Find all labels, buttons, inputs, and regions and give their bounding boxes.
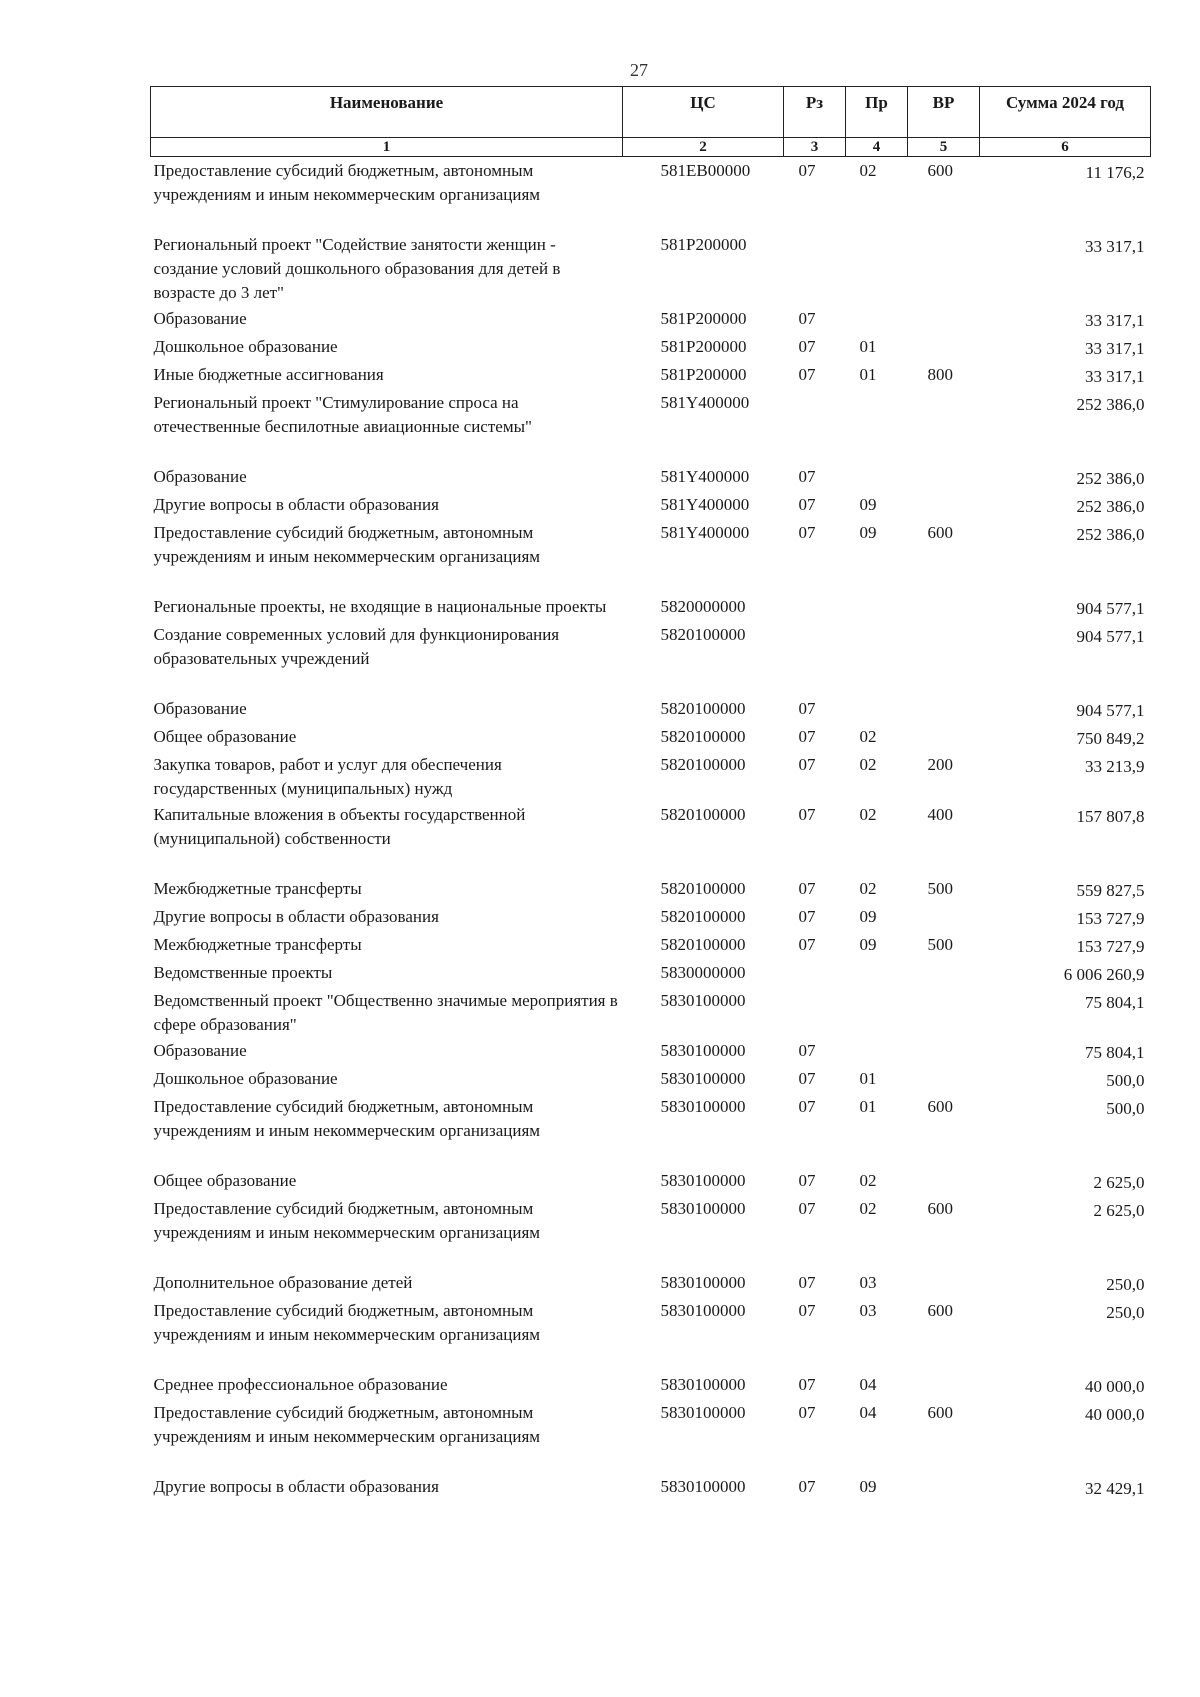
cell-vr — [908, 491, 980, 519]
cell-rz: 07 — [798, 1097, 816, 1116]
cell-sum: 2 625,0 — [1093, 1201, 1145, 1220]
cell-cs: 5830100000 — [660, 1301, 746, 1320]
cell-pr — [846, 593, 908, 621]
cell-vr — [908, 903, 980, 931]
table-row — [151, 931, 1151, 959]
cell-pr — [846, 695, 908, 723]
cell-sum: 500,0 — [1106, 1099, 1145, 1118]
table-row — [151, 875, 1151, 903]
cell-rz: 07 — [798, 523, 816, 542]
table-row — [151, 959, 1151, 987]
table-row — [151, 1093, 1151, 1167]
cell-pr: 01 — [859, 1069, 877, 1088]
cell-vr: 600 — [927, 523, 953, 542]
cell-pr — [846, 987, 908, 1037]
cell-pr: 02 — [859, 727, 877, 746]
table-row — [151, 1065, 1151, 1093]
cell-cs: 5830100000 — [660, 1097, 746, 1116]
cell-vr: 500 — [927, 879, 953, 898]
cell-name: Другие вопросы в области образования — [153, 495, 439, 514]
cell-vr — [908, 959, 980, 987]
header-rz: Рз — [784, 87, 846, 138]
cell-vr — [908, 1473, 980, 1501]
cell-sum: 904 577,1 — [1076, 701, 1145, 720]
cell-pr: 02 — [859, 755, 877, 774]
cell-cs: 581P200000 — [660, 365, 747, 384]
cell-rz: 07 — [798, 935, 816, 954]
cell-name: Дошкольное образование — [153, 1069, 338, 1088]
cell-cs: 5830100000 — [660, 1199, 746, 1218]
column-number: 1 — [151, 138, 623, 157]
table-row — [151, 1269, 1151, 1297]
cell-vr: 600 — [927, 1403, 953, 1422]
cell-pr: 02 — [859, 1199, 877, 1218]
cell-pr: 04 — [859, 1403, 877, 1422]
cell-cs: 581Y400000 — [660, 523, 750, 542]
cell-rz: 07 — [798, 727, 816, 746]
cell-vr — [908, 1037, 980, 1065]
cell-rz: 07 — [798, 755, 816, 774]
cell-cs: 5820100000 — [660, 805, 746, 824]
cell-rz: 07 — [798, 699, 816, 718]
cell-cs: 5820100000 — [660, 699, 746, 718]
table-row — [151, 621, 1151, 695]
cell-sum: 11 176,2 — [1085, 163, 1145, 182]
cell-pr — [846, 389, 908, 463]
cell-rz — [784, 389, 846, 463]
cell-sum: 33 317,1 — [1085, 367, 1145, 386]
cell-cs: 581Y400000 — [660, 393, 750, 412]
cell-sum: 40 000,0 — [1085, 1405, 1145, 1424]
cell-name: Другие вопросы в области образования — [153, 907, 439, 926]
column-number: 6 — [980, 138, 1151, 157]
cell-rz: 07 — [798, 805, 816, 824]
column-number: 2 — [623, 138, 784, 157]
cell-sum: 904 577,1 — [1076, 599, 1145, 618]
cell-sum: 40 000,0 — [1085, 1377, 1145, 1396]
table-row — [151, 751, 1151, 801]
cell-sum: 75 804,1 — [1085, 1043, 1145, 1062]
cell-rz: 07 — [798, 337, 816, 356]
cell-rz — [784, 959, 846, 987]
cell-name: Дошкольное образование — [153, 337, 338, 356]
cell-cs: 5830100000 — [660, 1477, 746, 1496]
cell-sum: 33 317,1 — [1085, 339, 1145, 358]
cell-vr — [908, 1269, 980, 1297]
cell-name: Общее образование — [153, 1171, 297, 1190]
cell-name: Ведомственные проекты — [153, 963, 333, 982]
cell-sum: 750 849,2 — [1076, 729, 1145, 748]
cell-pr: 04 — [859, 1375, 877, 1394]
table-row — [151, 1195, 1151, 1269]
cell-cs: 5830100000 — [660, 1069, 746, 1088]
table-row — [151, 491, 1151, 519]
cell-cs: 5820100000 — [660, 625, 746, 644]
cell-cs: 5830100000 — [660, 1171, 746, 1190]
column-number: 4 — [846, 138, 908, 157]
cell-pr — [846, 1037, 908, 1065]
table-row — [151, 593, 1151, 621]
cell-name: Межбюджетные трансферты — [153, 879, 362, 898]
cell-name: Региональный проект "Стимулирование спроса на отечественные беспилотные авиационные системы" — [153, 393, 532, 436]
cell-cs: 581P200000 — [660, 235, 747, 254]
cell-rz — [784, 987, 846, 1037]
column-number-row — [151, 138, 1151, 157]
cell-sum: 75 804,1 — [1085, 993, 1145, 1012]
cell-rz: 07 — [798, 309, 816, 328]
cell-rz: 07 — [798, 467, 816, 486]
cell-vr: 600 — [927, 1097, 953, 1116]
table-row — [151, 723, 1151, 751]
cell-name: Закупка товаров, работ и услуг для обеспечения государственных (муниципальных) нужд — [153, 755, 502, 798]
cell-name: Предоставление субсидий бюджетным, автономным учреждениям и иным некоммерческим организациям — [153, 1097, 541, 1140]
cell-rz: 07 — [798, 1199, 816, 1218]
table-row — [151, 1167, 1151, 1195]
cell-pr — [846, 463, 908, 491]
cell-pr: 02 — [859, 805, 877, 824]
cell-rz: 07 — [798, 495, 816, 514]
header-cs: ЦС — [623, 87, 784, 138]
cell-rz: 07 — [798, 1171, 816, 1190]
cell-pr: 09 — [859, 1477, 877, 1496]
cell-vr — [908, 1065, 980, 1093]
cell-sum: 904 577,1 — [1076, 627, 1145, 646]
cell-name: Дополнительное образование детей — [153, 1273, 413, 1292]
table-row — [151, 333, 1151, 361]
cell-sum: 252 386,0 — [1076, 469, 1145, 488]
cell-name: Образование — [153, 309, 247, 328]
cell-pr: 09 — [859, 935, 877, 954]
page-number: 27 — [630, 60, 648, 80]
table-row — [151, 231, 1151, 305]
cell-sum: 559 827,5 — [1076, 881, 1145, 900]
cell-sum: 33 317,1 — [1085, 311, 1145, 330]
cell-pr: 02 — [859, 161, 877, 180]
cell-vr — [908, 593, 980, 621]
table-row — [151, 801, 1151, 875]
cell-name: Предоставление субсидий бюджетным, автономным учреждениям и иным некоммерческим организациям — [153, 1301, 541, 1344]
cell-pr: 09 — [859, 523, 877, 542]
header-row — [151, 87, 1151, 138]
cell-sum: 252 386,0 — [1076, 497, 1145, 516]
budget-table — [150, 86, 1151, 1501]
cell-rz: 07 — [798, 1273, 816, 1292]
cell-rz: 07 — [798, 1403, 816, 1422]
cell-pr: 03 — [859, 1273, 877, 1292]
table-row — [151, 389, 1151, 463]
cell-pr: 09 — [859, 495, 877, 514]
column-number: 5 — [908, 138, 980, 157]
cell-name: Предоставление субсидий бюджетным, автономным учреждениям и иным некоммерческим организациям — [153, 523, 541, 566]
cell-sum: 250,0 — [1106, 1303, 1145, 1322]
cell-rz: 07 — [798, 365, 816, 384]
cell-name: Межбюджетные трансферты — [153, 935, 362, 954]
cell-vr: 800 — [927, 365, 953, 384]
cell-pr: 02 — [859, 1171, 877, 1190]
cell-sum: 252 386,0 — [1076, 525, 1145, 544]
table-row — [151, 305, 1151, 333]
cell-cs: 5820100000 — [660, 907, 746, 926]
header-name: Наименование — [151, 87, 623, 138]
cell-name: Создание современных условий для функционирования образовательных учреждений — [153, 625, 560, 668]
cell-name: Среднее профессиональное образование — [153, 1375, 448, 1394]
cell-cs: 5820100000 — [660, 755, 746, 774]
cell-name: Другие вопросы в области образования — [153, 1477, 439, 1496]
table-row — [151, 1037, 1151, 1065]
cell-vr — [908, 463, 980, 491]
cell-rz — [784, 231, 846, 305]
cell-vr — [908, 1371, 980, 1399]
cell-vr: 600 — [927, 1301, 953, 1320]
cell-rz: 07 — [798, 1477, 816, 1496]
table-row — [151, 519, 1151, 593]
cell-name: Образование — [153, 467, 247, 486]
table-body — [151, 157, 1151, 1502]
cell-vr: 600 — [927, 161, 953, 180]
cell-name: Общее образование — [153, 727, 297, 746]
cell-rz: 07 — [798, 161, 816, 180]
cell-rz: 07 — [798, 907, 816, 926]
cell-vr: 400 — [927, 805, 953, 824]
cell-sum: 252 386,0 — [1076, 395, 1145, 414]
cell-pr — [846, 621, 908, 695]
cell-vr — [908, 695, 980, 723]
cell-pr — [846, 305, 908, 333]
cell-sum: 2 625,0 — [1093, 1173, 1145, 1192]
cell-sum: 500,0 — [1106, 1071, 1145, 1090]
cell-rz: 07 — [798, 1041, 816, 1060]
cell-vr: 500 — [927, 935, 953, 954]
cell-pr: 01 — [859, 1097, 877, 1116]
cell-cs: 5820000000 — [660, 597, 746, 616]
cell-sum: 33 213,9 — [1085, 757, 1145, 776]
cell-cs: 5830100000 — [660, 1273, 746, 1292]
cell-pr: 09 — [859, 907, 877, 926]
cell-name: Региональные проекты, не входящие в национальные проекты — [153, 597, 607, 616]
table-row — [151, 157, 1151, 232]
cell-vr — [908, 305, 980, 333]
table-row — [151, 1473, 1151, 1501]
cell-name: Предоставление субсидий бюджетным, автономным учреждениям и иным некоммерческим организациям — [153, 1199, 541, 1242]
cell-cs: 5820100000 — [660, 879, 746, 898]
table-row — [151, 1297, 1151, 1371]
cell-rz — [784, 621, 846, 695]
cell-name: Региональный проект "Содействие занятости женщин - создание условий дошкольного образования для детей в возрасте до 3 лет" — [153, 235, 561, 302]
table-row — [151, 987, 1151, 1037]
cell-vr — [908, 231, 980, 305]
cell-pr: 03 — [859, 1301, 877, 1320]
cell-rz: 07 — [798, 1375, 816, 1394]
cell-sum: 250,0 — [1106, 1275, 1145, 1294]
cell-rz: 07 — [798, 1069, 816, 1088]
cell-vr — [908, 333, 980, 361]
cell-cs: 581Y400000 — [660, 467, 750, 486]
cell-pr — [846, 959, 908, 987]
cell-cs: 5820100000 — [660, 935, 746, 954]
cell-cs: 5830100000 — [660, 1041, 746, 1060]
cell-sum: 6 006 260,9 — [1063, 965, 1145, 984]
cell-cs: 5820100000 — [660, 727, 746, 746]
cell-vr: 200 — [927, 755, 953, 774]
table-row — [151, 1399, 1151, 1473]
cell-cs: 5830000000 — [660, 963, 746, 982]
cell-sum: 153 727,9 — [1076, 937, 1145, 956]
cell-name: Ведомственный проект "Общественно значимые мероприятия в сфере образования" — [153, 991, 618, 1034]
column-number: 3 — [784, 138, 846, 157]
cell-rz — [784, 593, 846, 621]
table-row — [151, 361, 1151, 389]
cell-vr — [908, 1167, 980, 1195]
cell-name: Образование — [153, 1041, 247, 1060]
cell-sum: 153 727,9 — [1076, 909, 1145, 928]
cell-pr: 02 — [859, 879, 877, 898]
cell-cs: 581EB00000 — [660, 161, 751, 180]
cell-vr — [908, 723, 980, 751]
cell-name: Иные бюджетные ассигнования — [153, 365, 384, 384]
cell-vr — [908, 987, 980, 1037]
cell-vr — [908, 621, 980, 695]
cell-pr: 01 — [859, 365, 877, 384]
table-row — [151, 695, 1151, 723]
cell-pr — [846, 231, 908, 305]
header-sum: Сумма 2024 год — [980, 87, 1151, 138]
cell-sum: 157 807,8 — [1076, 807, 1145, 826]
cell-name: Образование — [153, 699, 247, 718]
cell-cs: 581P200000 — [660, 337, 747, 356]
table-row — [151, 463, 1151, 491]
cell-pr: 01 — [859, 337, 877, 356]
cell-rz: 07 — [798, 1301, 816, 1320]
cell-cs: 581Y400000 — [660, 495, 750, 514]
cell-sum: 33 317,1 — [1085, 237, 1145, 256]
table-row — [151, 903, 1151, 931]
cell-vr — [908, 389, 980, 463]
header-pr: Пр — [846, 87, 908, 138]
cell-cs: 581P200000 — [660, 309, 747, 328]
cell-name: Предоставление субсидий бюджетным, автономным учреждениям и иным некоммерческим организациям — [153, 161, 541, 204]
cell-rz: 07 — [798, 879, 816, 898]
cell-cs: 5830100000 — [660, 991, 746, 1010]
header-vr: ВР — [908, 87, 980, 138]
cell-vr: 600 — [927, 1199, 953, 1218]
cell-cs: 5830100000 — [660, 1403, 746, 1422]
cell-sum: 32 429,1 — [1085, 1479, 1145, 1498]
cell-cs: 5830100000 — [660, 1375, 746, 1394]
cell-name: Капитальные вложения в объекты государственной (муниципальной) собственности — [153, 805, 526, 848]
table-row — [151, 1371, 1151, 1399]
cell-name: Предоставление субсидий бюджетным, автономным учреждениям и иным некоммерческим организациям — [153, 1403, 541, 1446]
